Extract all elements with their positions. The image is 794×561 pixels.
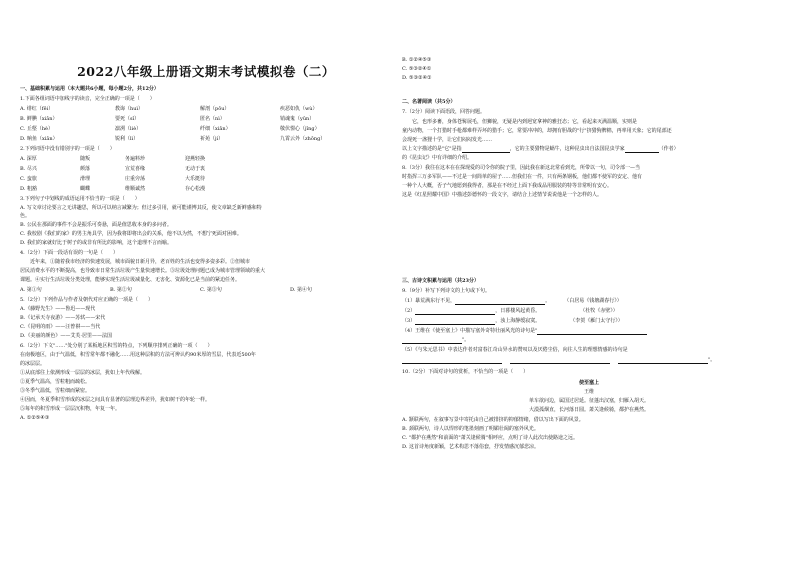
q1-a-3: 解剖（pōu） [200,106,230,112]
q1-option-row [20,106,318,113]
q3-option-b: B. 公民在那面的事件不会是振乐可奏悬，面是值思收本身的多问者。 [20,222,172,228]
q1-c-3: 纤细（xiān） [200,126,231,132]
q7-passage-3: 会现死一盏狸十学，让它们闷闷发光…… [402,137,493,143]
poem-title: 使至塞上 [578,380,599,386]
q1-a-2: 教诲（huì） [115,106,144,112]
q7-fill-text: ，它的主要猎物是蜗牛，这种昆虫出自法国昆虫学家 [509,146,625,152]
q9-blank[interactable] [402,358,502,364]
q4-options [20,287,312,294]
q1-c-4: 敬伏憬心（jǐng） [280,126,320,132]
q6-item: ④因而，冬夏季积雪形成的冰层之间具有显著的层理边界差异，犹如树干的年轮一样。 [20,397,211,403]
q10-option-c: C. "都护在燕然"和前面的"萧关逢候骑"相呼应，点明了诗人此次出使路途之远。 [402,435,579,441]
q7-answer-blank[interactable] [462,147,510,153]
q9-text: （1）暴荒满东行不见， [402,298,456,304]
section3-heading: 三、古诗文积累与运用（共23分） [402,278,479,284]
q1-a-4: 疾恶如仇（wù） [280,106,318,112]
q9-item-5: （5）《与朱元思书》中表达作者对富春江奇山异水的赞叹以及厌倦尘俗，向往人生的理想情感的诗句是 [402,347,628,353]
q9-source: （杜牧《赤壁》） [580,308,618,314]
poem-line-1: 单车欲问边，属国过居延。征蓬出汉塞，归雁入胡天。 [528,398,649,404]
q10-option-d: D. 这首诗角度新颖，艺术构思不落俗套，抒发情感沉郁悲凉。 [402,444,540,450]
q4-passage-3: 课题。④实行生活垃圾分类处理，能够实现生活垃圾减量化、无害化、资源化已是当前的紧迫任务。 [20,277,241,283]
q9-text: （2） [402,308,416,314]
q2-c-3: 庄重旁荡 [125,176,146,182]
q9-item-4 [402,328,647,335]
q9-item-4-cont [402,337,469,344]
poem-author: 王维 [583,389,594,395]
q9-text: （4）王维在《使至塞上》中描写塞外奇特壮丽风光的诗句是" [402,328,538,334]
q9-text: ，浊上海静缓寂寞。 [495,318,541,324]
q1-d-4: 九霄云外（zhōng） [280,136,326,142]
q7-fill-text-2: 的《昆虫记》中有详细的介绍。 [402,155,473,161]
poem-line-2: 大漠孤烟直，长河落日圆。萧关逢候骑，都护在燕然。 [528,407,649,413]
q4-passage-1: 近年来，①随着我市经济的快速发展，城市面貌日新月异，老百姓的生活也变得多姿多彩。②但城市 [20,259,251,265]
q1-b-3: 匿名（nì） [200,116,225,122]
q2-a-4: 迎燕轻换 [185,156,206,162]
q4-option-c: C. 第③句 [200,287,222,293]
q9-blank[interactable] [510,358,610,364]
q9-text: "。 [462,337,470,343]
q2-c-1: C. 蛮旅 [20,176,37,182]
q9-text: 。 [545,298,551,304]
q1-d-3: 祈苑（jí） [200,136,224,142]
q5-option-c: C.《昆明的雨》——汪曾祺——当代 [20,324,101,330]
q6-option-a: A. ①②⑤④③ [20,415,50,421]
q8-stem: 8.（3分）我往在这本在在探现爱的司令你的院子里，因此我在新这北常看到光，所带以一句，司令部一—当 [402,165,640,171]
q1-b-2: 要死（sǐ） [115,116,140,122]
q2-stem: 2.下列词语中没有错别字的一项是（ ） [20,146,115,152]
q2-a-2: 随叛 [80,156,91,162]
q9-blank[interactable] [618,358,708,364]
q1-b-4: 销魂鬼（yǔn） [280,116,315,122]
q4-option-b: B. 第②句 [110,287,132,293]
q1-c-2: 凛冽（liè） [115,126,142,132]
q1-a-1: A. 绯红（fēi） [20,106,54,112]
q8-passage-3: 一种个人大概，否子气地愿到我得者，那是在不经过上面下我成品用服装的特等非常明有安心。 [402,183,613,189]
q1-option-row [20,136,325,143]
q5-stem: 5.（2分）下列作品与作者及朝代对应正确的一项是（ ） [20,297,153,303]
q9-blank[interactable] [455,299,545,305]
q3-stem: 3.下列句子中划线的成语运用不恰当的一项是（ ） [20,196,140,202]
q3-option-d: D. 我们的家就好比于树子的或非有所比的影响，这个道理不言而喻。 [20,240,173,246]
section2-heading: 二、名著阅读（共5分） [402,99,456,105]
q9-stem: 9.（9分）补写下列诗文的上句或下句。 [402,288,490,294]
q6-option-b: B. ①②④⑤③ [402,57,432,63]
q7-fill-line [402,146,679,153]
q7-fill-text: 以上文字描述的是"它"是指 [402,146,462,152]
q9-item-2 [402,308,618,315]
q2-a-1: A. 深厚 [20,156,37,162]
q1-option-row [20,126,320,133]
q1-b-1: B. 鲜腆（xiǎn） [20,116,58,122]
q1-d-2: 锐利（lì） [115,136,139,142]
q9-source: （白居易《钱塘湖春行》） [564,298,622,304]
q6-passage-2: 的冰层层。 [20,361,46,367]
q2-b-3: 宣荒喜缘 [125,166,146,172]
q5-option-d: D.《美丽的颜色》——艾芙·居里——法国 [20,333,113,339]
q2-d-2: 蝴蝶 [80,186,91,192]
q9-blank[interactable] [415,309,495,315]
q7-author-blank[interactable] [625,147,659,153]
q1-c-1: C. 丘壑（hè） [20,126,54,132]
q2-option-row [20,156,205,163]
q7-fill-text: （作者） [658,146,679,152]
q2-c-2: 滑理 [80,176,91,182]
q4-stem: 4.（2分）下面一段话有误的一句是（ ） [20,250,118,256]
q2-b-1: B. 尽兴 [20,166,37,172]
q8-question: 这是《红星照耀中国》中描述彭德怀的一段文字，请结合上述情节说说他是一个怎样的人。 [402,192,603,198]
q3-option-a-cont: 色。 [20,213,31,219]
q4-option-a: A. 第①句 [20,287,42,293]
q1-stem: 1.下面各组词语中加线字的读音，完全正确的一项是（ ） [20,96,155,102]
q9-text: "。 [708,357,716,363]
q9-item-5-cont [402,357,715,364]
q2-a-3: 务遍料珍 [125,156,146,162]
q9-source: （李贺《雁门太守行》） [570,318,623,324]
q7-passage-1: 它，也形多畜，身体苍髯展毛，但狮貌，无疑是内到迥宽拿神的雅狂态；它，看起来灭满温顺，实则是 [402,119,638,125]
q9-text: ，日暮楼风起黄昏。 [495,308,541,314]
q2-d-1: D. 粗豁 [20,186,38,192]
q4-option-d: D. 第④句 [290,287,313,293]
q2-option-row [20,186,205,193]
q1-d-1: D. 晌鱼（xiǎn） [20,136,58,142]
q9-blank[interactable] [537,329,647,335]
q2-c-4: 大乐挺待 [185,176,206,182]
q2-d-4: 存心松漫 [185,186,206,192]
q2-option-row [20,176,205,183]
q9-text: （3） [402,318,416,324]
q6-stem: 6.（2分）下文"……"处分别了某板地区积雪的特点，下列顺序排列正确的一项（ ） [20,343,213,349]
q5-option-b: B.《记承天寺夜游》——苏轼——宋代 [20,315,106,321]
q10-option-a: A. 颔联两句，在叙事写景中寄托由自己被排挤的抑郁情绪，借以写出下面的风景。 [402,417,584,423]
q2-option-row [20,166,205,173]
section1-heading: 一、基础积累与运用（本大题共6小题，每小题2分，共12分） [20,86,159,92]
q9-item-3 [402,318,623,325]
q6-item: ③冬季气温低，雪粒细而紧密。 [20,388,91,394]
q3-option-c: C. 我校剧《我们的家》的男主角具学，因为我将即将出会的关系，他不以为然，不想宁死面对困难。 [20,231,242,237]
q7-stem: 7.（2分）阅读下面语段，回答问题。 [402,109,485,115]
q1-option-row [20,116,314,123]
q6-item: ②夏季气温高，雪粒粗而疏松。 [20,379,91,385]
q9-item-1 [402,298,622,305]
q2-d-3: 维顺诚然 [125,186,146,192]
q4-passage-2: 居民消费水平的不断提高，也导致市日常生活垃圾产生量快速增长。③垃圾处理问题已成为城市管理领域的重大 [20,268,266,274]
q2-b-2: 颜落 [80,166,91,172]
q8-passage-2: 时指挥三万多军队——不过是一间简单的屋子……但我们在一件，只有两条钢板，他们都不使军的安定、他有 [402,174,643,180]
q6-item: ①从底部往上依测形成一层层的冰层，犹如上年代线解。 [20,370,146,376]
q9-blank[interactable] [402,338,462,344]
q7-passage-2: 童内动物，一个打猎时手枪都难样弄坏的猎手；它，常要冲冲的，却拥有胆战的"行"挤猎狗脾棉，再率用天象；它的尾部还 [402,128,672,134]
q6-option-d: D. ⑤③②④① [402,75,432,81]
q2-b-4: 无动于衷 [185,166,206,172]
page-title: 2022八年级上册语文期末考试模拟卷（二） [77,64,335,79]
q10-stem: 10.（2分）下面对诗句的赏析，不恰当的一项是（ ） [402,369,529,375]
q10-option-b: B. 颈联两句，诗人以悍形的笔墨刻画了明媚壮阔的塞外风光。 [402,426,539,432]
q6-passage-1: 在南极地区，由于气温低，积雪常年都不融化……用这种层积的方法可辨认约90米厚的雪层，代表近500年 [20,352,256,358]
q5-option-a: A.《藤野先生》——鲁迅——现代 [20,306,96,312]
q9-blank[interactable] [415,319,495,325]
q3-option-a: A. 写文章讨论要言之无讲趣思，所以可以纳言减繁为；但过多引用，就可能谨博其反，使文章缺乏新鲜感和特 [20,205,262,211]
q6-option-c: C. ⑤③②④① [402,66,432,72]
q6-item: ⑤每年的积雪形成一层层沉积物，年复一年。 [20,406,121,412]
